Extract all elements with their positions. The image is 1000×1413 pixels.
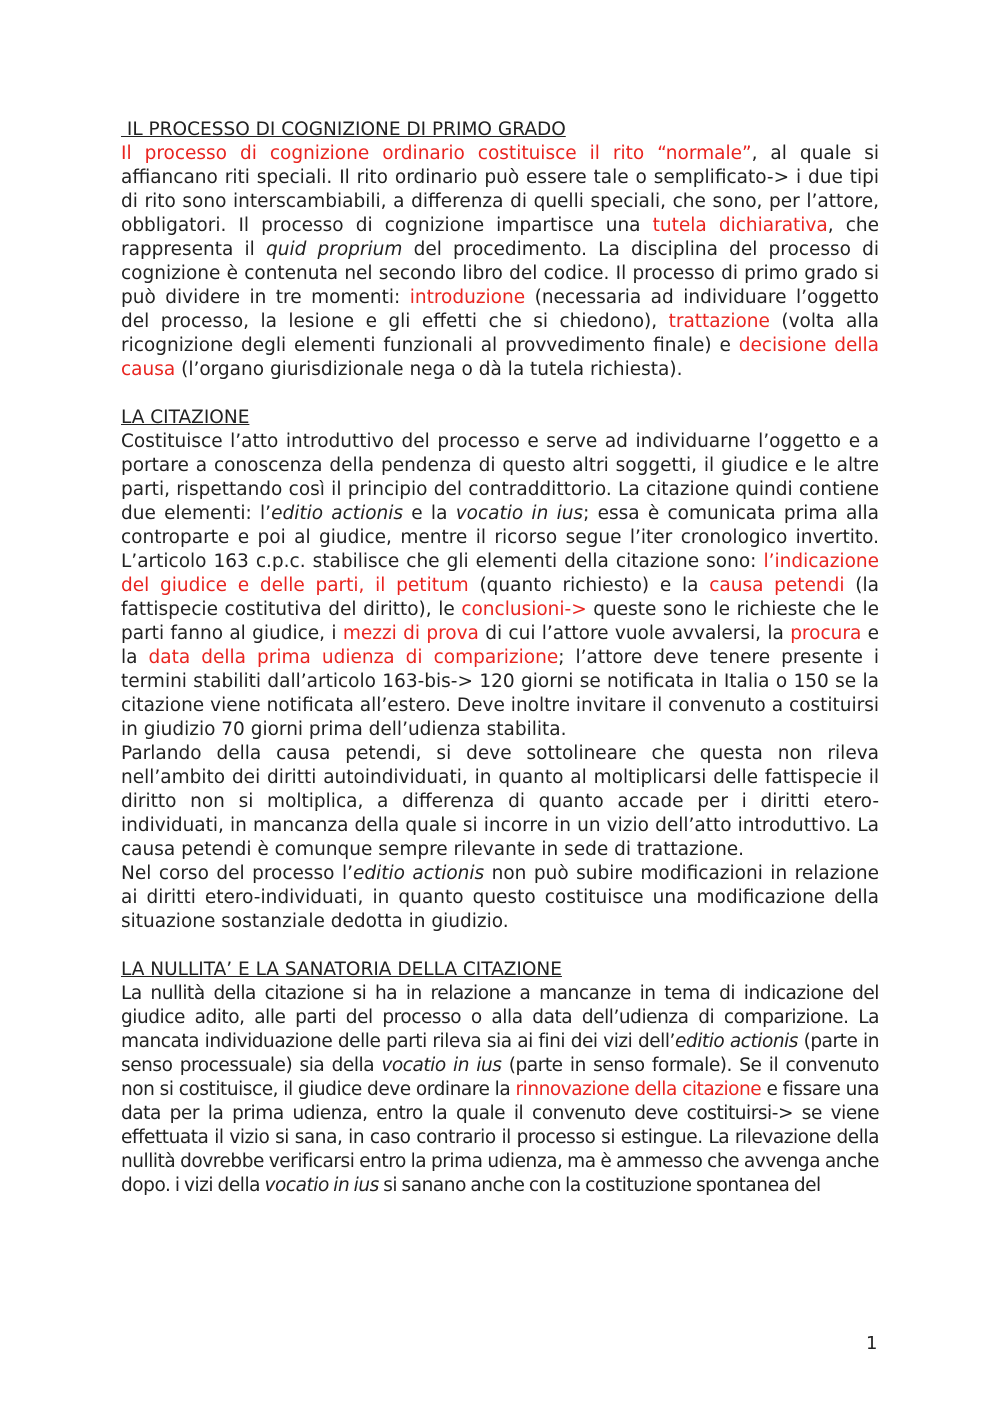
highlighted-term: procura — [790, 623, 862, 644]
blank-line — [121, 382, 879, 406]
section-processo-di-cognizione — [121, 118, 879, 382]
highlighted-term: Il processo di cognizione ordinario costituisce il rito “normale” — [121, 143, 752, 164]
body-paragraph — [121, 430, 879, 742]
section-heading: IL PROCESSO DI COGNIZIONE DI PRIMO GRADO — [121, 119, 566, 140]
text-run: (parte in senso processuale) sia della — [121, 1031, 879, 1076]
latin-term: editio actionis — [271, 503, 404, 524]
body-paragraph — [121, 142, 879, 382]
text-run: ; l’attore deve tenere presente i termini stabiliti dall’articolo 163-bis-> 120 giorni se notificata in Italia o 150 se la citazione viene notificata all’estero. Deve inoltre invitare il convenuto a costituirsi in giudizio 70 giorni prima dell’udienza stabilita. — [121, 647, 879, 740]
body-paragraph — [121, 742, 879, 862]
page-number: 1 — [866, 1333, 878, 1354]
text-run: Nel corso del processo l’ — [121, 863, 353, 884]
latin-term: vocatio in ius — [381, 1055, 502, 1076]
highlighted-term: data della prima udienza di comparizione — [148, 647, 559, 668]
latin-term: editio actionis — [352, 863, 485, 884]
text-run: queste sono le richieste che le parti fanno al giudice, i — [121, 599, 879, 644]
highlighted-term: rinnovazione della citazione — [515, 1079, 762, 1100]
highlighted-term: tutela dichiarativa — [652, 215, 828, 236]
text-run: (l’organo giurisdizionale nega o dà la tutela richiesta). — [175, 359, 683, 380]
highlighted-term: decisione della causa — [121, 335, 879, 380]
highlighted-term: l’indicazione del giudice e delle parti, il petitum — [121, 551, 879, 596]
text-run: e la — [121, 623, 880, 668]
text-run: (la fattispecie costitutiva del diritto), le — [121, 575, 879, 620]
section-heading: LA CITAZIONE — [121, 407, 250, 428]
text-run: di cui l’attore vuole avvalersi, la — [478, 623, 791, 644]
text-run: del procedimento. La disciplina del processo di cognizione è contenuta nel secondo libro del codice. Il processo di primo grado si può dividere in tre momenti: — [121, 239, 879, 308]
section-heading: LA NULLITA’ E LA SANATORIA DELLA CITAZIONE — [121, 959, 562, 980]
text-run: non può subire modificazioni in relazione ai diritti etero-individuati, in quanto questo costituisce una modificazione della situazione sostanziale dedotta in giudizio. — [121, 863, 879, 932]
highlighted-term: introduzione — [409, 287, 526, 308]
highlighted-term: causa petendi — [709, 575, 845, 596]
section-la-citazione — [121, 406, 879, 934]
body-paragraph — [121, 862, 879, 934]
highlighted-term: mezzi di prova — [342, 623, 479, 644]
text-run: e la — [403, 503, 456, 524]
text-run: (quanto richiesto) e la — [468, 575, 710, 596]
text-run: , al quale si affiancano riti speciali. Il rito ordinario può essere tale o semplificato-> i due tipi di rito sono interscambiabili, a differenza di quelli speciali, che sono, per l’attore, obbligatori. Il processo di cognizione impartisce una — [121, 143, 879, 236]
text-run: Costituisce l’atto introduttivo del processo e serve ad individuarne l’oggetto e a portare a conoscenza della pendenza di questo altri soggetti, il giudice e le altre parti, rispettando così il principio del contraddittorio. La citazione quindi contiene due elementi: l’ — [121, 431, 879, 524]
text-run: ; essa è comunicata prima alla controparte e poi al giudice, mentre il ricorso segue l’iter cronologico invertito. L’articolo 163 c.p.c. stabilisce che gli elementi della citazione sono: — [121, 503, 879, 572]
section-nullita-sanatoria — [121, 958, 879, 1198]
latin-term: vocatio in ius — [455, 503, 584, 524]
text-run: (parte in senso formale). Se il convenuto non si costituisce, il giudice deve ordinare la — [121, 1055, 879, 1100]
highlighted-term: conclusioni-> — [461, 599, 587, 620]
body-paragraph — [121, 982, 879, 1198]
latin-term: quid proprium — [265, 239, 403, 260]
text-run: e fissare una data per la prima udienza, entro la quale il convenuto deve costituirsi-> se viene effettuata il vizio si sana, in caso contrario il processo si estingue. La rilevazione della nullità dovrebbe verificarsi entro la prima udienza, ma è ammesso che avvenga anche dopo. i vizi della — [121, 1079, 880, 1196]
latin-term: vocatio in ius — [264, 1175, 379, 1196]
text-run: Parlando della causa petendi, si deve sottolineare che questa non rileva nell’ambito dei diritti autoindividuati, in quanto al moltiplicarsi delle fattispecie il diritto non si moltiplica, a differenza di quanto accade per i diritti etero-individuati, in mancanza della quale si incorre in un vizio dell’atto introduttivo. La causa petendi è comunque sempre rilevante in sede di trattazione. — [121, 743, 879, 860]
text-run: La nullità della citazione si ha in relazione a mancanze in tema di indicazione del giudice adito, alle parti del processo o alla data dell’udienza di comparizione. La mancata individuazione delle parti rileva sia ai fini dei vizi dell’ — [121, 983, 879, 1052]
highlighted-term: trattazione — [668, 311, 770, 332]
text-run: (volta alla ricognizione degli elementi funzionali al provvedimento finale) e — [121, 311, 879, 356]
text-run: , che rappresenta il — [121, 215, 880, 260]
text-run: (necessaria ad individuare l’oggetto del processo, la lesione e gli effetti che si chiedono), — [121, 287, 879, 332]
blank-line — [121, 934, 879, 958]
text-run: si sanano anche con la costituzione spontanea del — [378, 1175, 821, 1196]
latin-term: editio actionis — [674, 1031, 798, 1052]
document-body — [121, 118, 879, 1198]
